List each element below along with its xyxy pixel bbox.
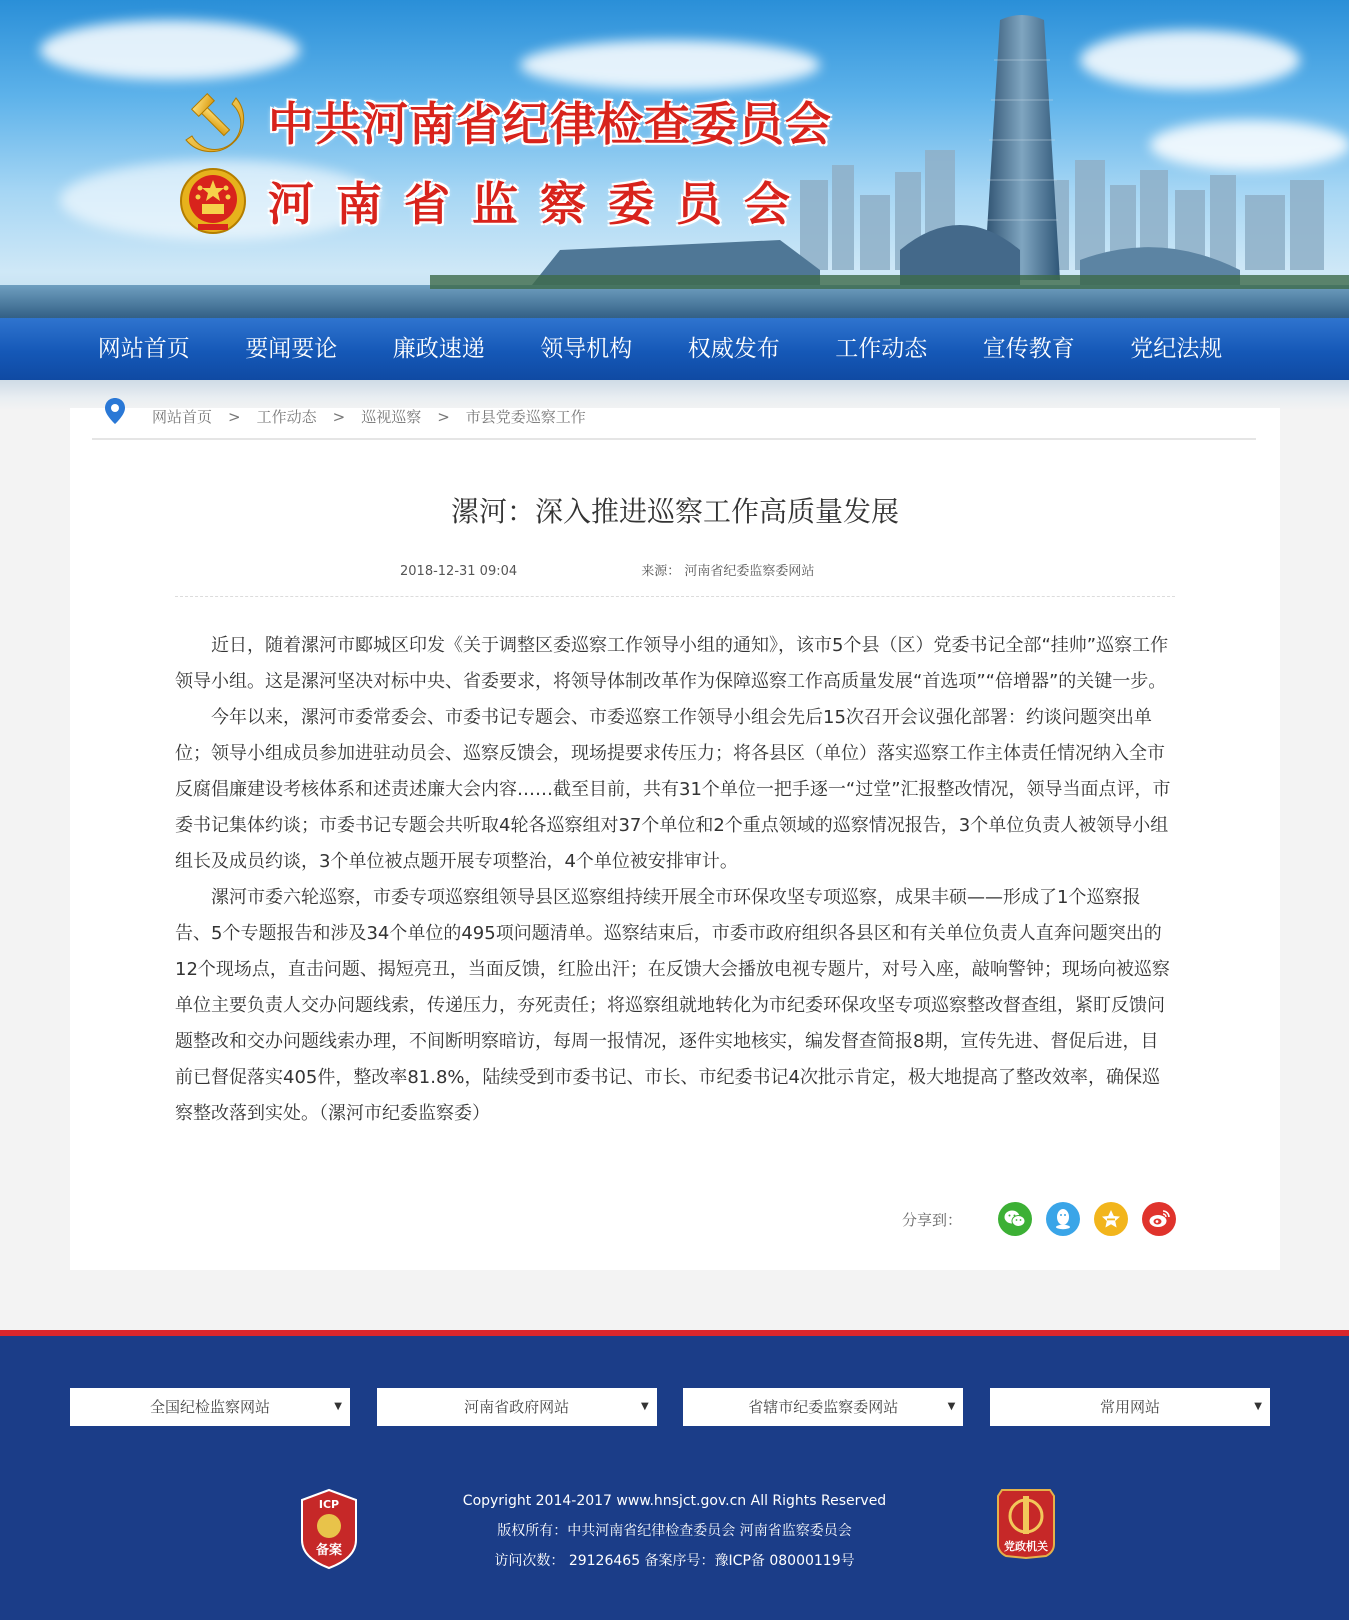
visits-text: 访问次数： 29126465 备案序号：豫ICP备 08000119号: [494, 1553, 855, 1569]
copyright-text: Copyright 2014-2017 www.hnsjct.gov.cn All Rights Reserved: [462, 1493, 887, 1509]
party-government-badge-icon[interactable]: [994, 1486, 1058, 1560]
nav-party-laws[interactable]: 党纪法规: [1130, 336, 1223, 362]
select-national-discipline-sites[interactable]: [70, 1388, 350, 1426]
nav-leadership[interactable]: 领导机构: [540, 336, 633, 362]
article-source: 来源： 河南省纪委监察委网站: [641, 564, 815, 579]
hammer-sickle-emblem-icon: [178, 86, 248, 156]
related-sites-selects: [70, 1388, 1270, 1426]
site-header: [0, 0, 1349, 320]
nav-work-updates[interactable]: 工作动态: [835, 336, 928, 362]
dropdown-arrow-icon: ▼: [1254, 1401, 1262, 1412]
select-label: 常用网站: [1099, 1398, 1160, 1416]
dropdown-arrow-icon: ▼: [640, 1401, 649, 1412]
breadcrumb-divider: [92, 438, 1256, 439]
select-label: 省辖市纪委监察委网站: [748, 1398, 899, 1416]
article-date: 2018-12-31 09:04: [400, 564, 518, 579]
site-title-commission: 河南省监察委员会: [268, 177, 812, 231]
dropdown-arrow-icon: ▼: [947, 1401, 956, 1412]
select-label: 河南省政府网站: [464, 1398, 570, 1416]
qq-icon: [1053, 1208, 1073, 1230]
breadcrumb-work-updates[interactable]: 工作动态: [256, 408, 317, 426]
nav-publicity[interactable]: 宣传教育: [982, 336, 1075, 362]
article-meta: [400, 560, 814, 579]
svg-text:党政机关: 党政机关: [1004, 1540, 1048, 1553]
article-paragraph: 今年以来，漯河市委常委会、市委书记专题会、市委巡察工作领导小组会先后15次召开会议强化部署：约谈问题突出单位；领导小组成员参加进驻动员会、巡察反馈会，现场提要求传压力；将各县区（单位）落实巡察工作主体责任情况纳入全市反腐倡廉建设考核体系和述责述廉大会内容……截至目前，共有31个单位一把手逐一“过堂”汇报整改情况，领导当面点评，市委书记集体约谈；市委书记专题会共听取4轮各巡察组对37个单位和2个重点领域的巡察情况报告，3个单位负责人被领导小组组长及成员约谈，3个单位被点题开展专项整治，4个单位被安排审计。: [175, 707, 1171, 872]
svg-text:ICP: ICP: [318, 1498, 340, 1511]
qq-share-button[interactable]: [1046, 1202, 1080, 1236]
select-common-sites[interactable]: [990, 1388, 1270, 1426]
share-label: 分享到：: [901, 1210, 962, 1229]
qzone-icon: [1100, 1208, 1122, 1230]
share-bar: [902, 1202, 1176, 1236]
main-nav: [0, 318, 1349, 380]
breadcrumb-city-county-inspection[interactable]: 市县党委巡察工作: [465, 408, 586, 426]
breadcrumb: [92, 408, 1256, 440]
site-title-cpc: 中共河南省纪律检查委员会: [268, 97, 832, 151]
dropdown-arrow-icon: ▼: [334, 1401, 342, 1412]
breadcrumb-home[interactable]: 网站首页: [152, 408, 213, 426]
qzone-share-button[interactable]: [1094, 1202, 1128, 1236]
meta-divider: [175, 596, 1175, 597]
nav-integrity-express[interactable]: 廉政速递: [392, 336, 485, 362]
weibo-icon: [1148, 1209, 1170, 1229]
breadcrumb-separator: >: [437, 407, 450, 426]
article-card: [70, 408, 1280, 1270]
article-paragraph: 近日，随着漯河市郾城区印发《关于调整区委巡察工作领导小组的通知》，该市5个县（区）党委书记全部“挂帅”巡察工作领导小组。这是漯河坚决对标中央、省委要求，将领导体制改革作为保障巡察工作高质量发展“首选项”“倍增器”的关键一步。: [175, 635, 1169, 692]
select-city-commission-sites[interactable]: [683, 1388, 963, 1426]
owner-text: 版权所有：中共河南省纪律检查委员会 河南省监察委员会: [497, 1523, 852, 1539]
article-paragraph: 漯河市委六轮巡察，市委专项巡察组领导县区巡察组持续开展全市环保攻坚专项巡察，成果丰硕——形成了1个巡察报告、5个专题报告和涉及34个单位的495项问题清单。巡察结束后，市委市政府组织各县区和有关单位负责人直奔问题突出的12个现场点，直击问题、揭短亮丑，当面反馈，红脸出汗；在反馈大会播放电视专题片，对号入座，敲响警钟；现场向被巡察单位主要负责人交办问题线索，传递压力，夯死责任；将巡察组就地转化为市纪委环保攻坚专项巡察整改督查组，紧盯反馈问题整改和交办问题线索办理，不间断明察暗访，每周一报情况，逐件实地核实，编发督查简报8期，宣传先进、督促后进，目前已督促落实405件，整改率81.8%，陆续受到市委书记、市长、市纪委书记4次批示肯定，极大地提高了整改效率，确保巡察整改落到实处。（漯河市纪委监察委）: [175, 887, 1170, 1124]
breadcrumb-separator: >: [228, 407, 241, 426]
site-footer: [0, 1330, 1349, 1620]
nav-home[interactable]: 网站首页: [97, 336, 190, 362]
cpc-title-row: [178, 86, 832, 156]
city-skyline-image: [0, 0, 1349, 320]
nav-news[interactable]: 要闻要论: [245, 336, 338, 362]
weibo-share-button[interactable]: [1142, 1202, 1176, 1236]
article-body: [175, 628, 1175, 1132]
nav-official-release[interactable]: 权威发布: [687, 336, 780, 362]
svg-text:备案: 备案: [315, 1543, 343, 1558]
location-pin-icon: [104, 397, 126, 425]
national-emblem-icon: [178, 166, 248, 236]
commission-title-row: [178, 166, 812, 236]
breadcrumb-separator: >: [332, 407, 346, 426]
select-henan-government-sites[interactable]: [377, 1388, 657, 1426]
wechat-icon: [1004, 1209, 1026, 1229]
breadcrumb-inspection[interactable]: 巡视巡察: [361, 408, 422, 426]
select-label: 全国纪检监察网站: [149, 1398, 270, 1416]
wechat-share-button[interactable]: [998, 1202, 1032, 1236]
copyright-block: [0, 1486, 1349, 1576]
article-title: 漯河：深入推进巡察工作高质量发展: [450, 495, 899, 528]
